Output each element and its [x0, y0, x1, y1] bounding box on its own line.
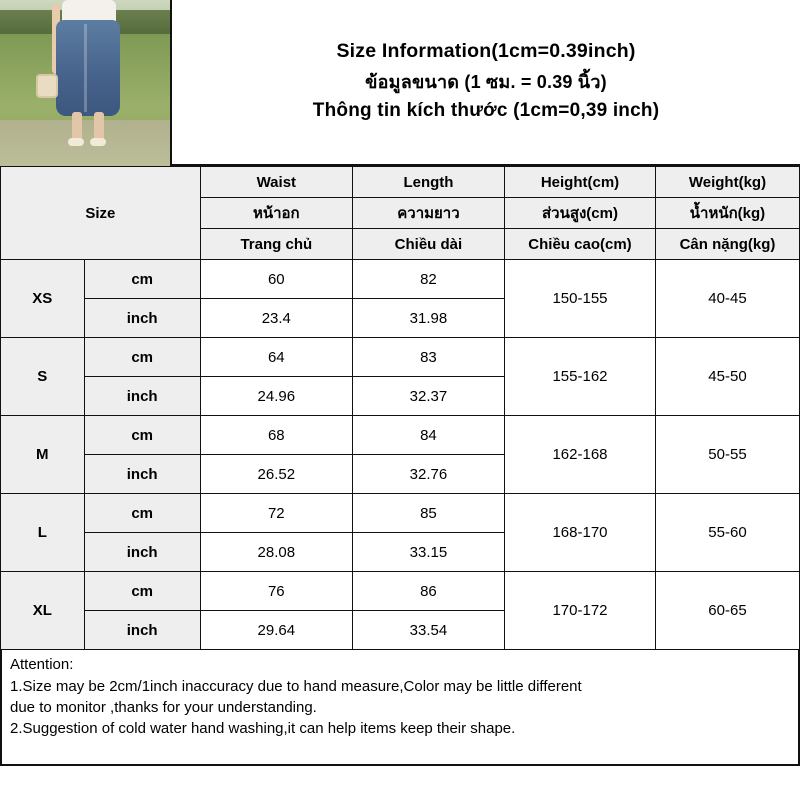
table-row	[1, 494, 800, 533]
attention-line-1: 1.Size may be 2cm/1inch inaccuracy due to hand measure,Color may be little different	[10, 678, 582, 695]
photo-denim-skirt	[56, 20, 120, 116]
table-row	[1, 338, 800, 377]
row-size-xs: XS	[1, 260, 85, 338]
m-waist-inch: 26.52	[200, 455, 352, 494]
l-weight: 55-60	[655, 494, 799, 572]
col-header-length-en: Length	[352, 167, 504, 198]
photo-shoe-right	[90, 138, 106, 146]
attention-heading: Attention:	[10, 656, 74, 673]
xs-waist-cm: 60	[200, 260, 352, 299]
photo-handbag	[36, 74, 58, 98]
row-size-xl: XL	[1, 572, 85, 650]
col-header-waist-vi: Trang chủ	[200, 229, 352, 260]
bottom-whitespace	[0, 766, 800, 800]
l-length-cm: 85	[352, 494, 504, 533]
xs-length-inch: 31.98	[352, 299, 504, 338]
col-header-waist-th: หน้าอก	[200, 198, 352, 229]
col-header-waist-en: Waist	[200, 167, 352, 198]
col-header-length-th: ความยาว	[352, 198, 504, 229]
xl-length-inch: 33.54	[352, 611, 504, 650]
unit-inch: inch	[84, 377, 200, 416]
photo-path	[0, 120, 170, 166]
unit-cm: cm	[84, 260, 200, 299]
xl-waist-cm: 76	[200, 572, 352, 611]
row-size-l: L	[1, 494, 85, 572]
col-header-weight-en: Weight(kg)	[655, 167, 799, 198]
unit-inch: inch	[84, 299, 200, 338]
col-header-height-th: ส่วนสูง(cm)	[505, 198, 656, 229]
s-waist-inch: 24.96	[200, 377, 352, 416]
l-height: 168-170	[505, 494, 656, 572]
table-row	[1, 260, 800, 299]
unit-inch: inch	[84, 611, 200, 650]
size-table	[0, 166, 800, 650]
m-length-cm: 84	[352, 416, 504, 455]
s-length-cm: 83	[352, 338, 504, 377]
s-weight: 45-50	[655, 338, 799, 416]
header-block	[0, 0, 800, 166]
attention-line-2: due to monitor ,thanks for your understanding.	[10, 699, 317, 716]
photo-leg-left	[72, 112, 82, 140]
xl-height: 170-172	[505, 572, 656, 650]
s-length-inch: 32.37	[352, 377, 504, 416]
col-header-weight-th: น้ำหนัก(kg)	[655, 198, 799, 229]
title-english: Size Information(1cm=0.39inch)	[336, 40, 636, 62]
l-length-inch: 33.15	[352, 533, 504, 572]
size-word-cell: Size	[1, 167, 201, 260]
product-photo	[0, 0, 172, 166]
photo-model-top	[62, 0, 116, 22]
row-size-s: S	[1, 338, 85, 416]
m-weight: 50-55	[655, 416, 799, 494]
l-waist-cm: 72	[200, 494, 352, 533]
title-area	[172, 0, 800, 164]
photo-shoe-left	[68, 138, 84, 146]
col-header-length-vi: Chiều dài	[352, 229, 504, 260]
table-row	[1, 416, 800, 455]
unit-cm: cm	[84, 416, 200, 455]
s-height: 155-162	[505, 338, 656, 416]
table-row	[1, 572, 800, 611]
xs-length-cm: 82	[352, 260, 504, 299]
title-thai: ข้อมูลขนาด (1 ซม. = 0.39 นิ้ว)	[365, 72, 607, 92]
xs-weight: 40-45	[655, 260, 799, 338]
m-height: 162-168	[505, 416, 656, 494]
m-waist-cm: 68	[200, 416, 352, 455]
col-header-weight-vi: Cân nặng(kg)	[655, 229, 799, 260]
attention-block	[0, 650, 800, 766]
unit-cm: cm	[84, 338, 200, 377]
attention-line-3: 2.Suggestion of cold water hand washing,it can help items keep their shape.	[10, 720, 516, 737]
unit-cm: cm	[84, 572, 200, 611]
col-header-height-vi: Chiều cao(cm)	[505, 229, 656, 260]
xs-height: 150-155	[505, 260, 656, 338]
xl-length-cm: 86	[352, 572, 504, 611]
unit-cm: cm	[84, 494, 200, 533]
unit-inch: inch	[84, 455, 200, 494]
table-header-row-en	[1, 167, 800, 198]
col-header-height-en: Height(cm)	[505, 167, 656, 198]
title-vietnamese: Thông tin kích thước (1cm=0,39 inch)	[312, 100, 660, 121]
xs-waist-inch: 23.4	[200, 299, 352, 338]
m-length-inch: 32.76	[352, 455, 504, 494]
xl-waist-inch: 29.64	[200, 611, 352, 650]
xl-weight: 60-65	[655, 572, 799, 650]
row-size-m: M	[1, 416, 85, 494]
photo-leg-right	[94, 112, 104, 140]
l-waist-inch: 28.08	[200, 533, 352, 572]
unit-inch: inch	[84, 533, 200, 572]
s-waist-cm: 64	[200, 338, 352, 377]
